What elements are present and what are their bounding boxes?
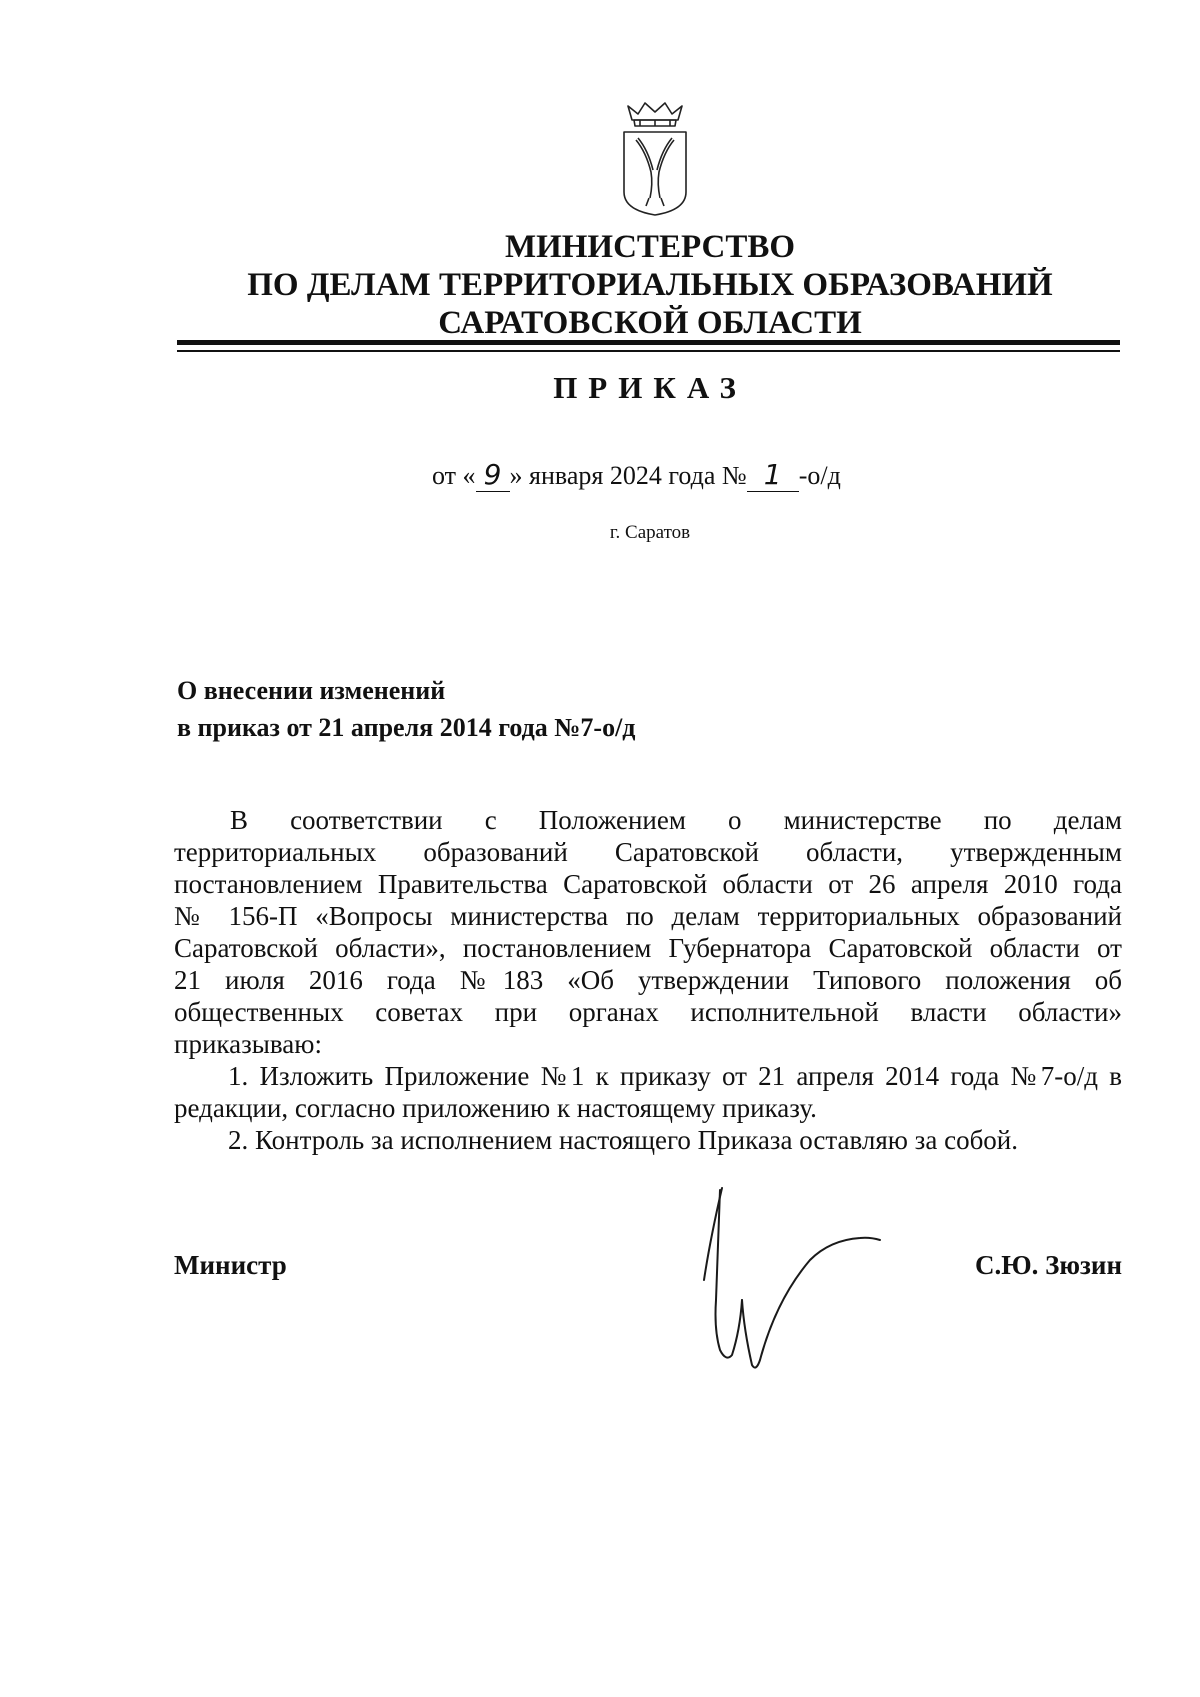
order-number: 1 [747,458,799,492]
ministry-header [150,228,1150,342]
coat-of-arms-icon [618,100,692,218]
header-line-3: САРАТОВСКОЙ ОБЛАСТИ [438,305,862,341]
document-type: ПРИКАЗ [553,370,747,405]
order-suffix: -о/д [798,461,841,490]
subject-line-1: О внесении изменений [177,676,446,705]
item-1-line: 1. Изложить Приложение №1 к приказу от 21 апреля 2014 года №7-о/д в [228,1061,1122,1091]
date-prefix: от « [432,461,476,490]
body-line: Саратовской области», постановлением Губернатора Саратовской области от [174,933,1122,963]
signatory-name: С.Ю. Зюзин [975,1250,1122,1280]
handwritten-signature-icon [680,1180,920,1390]
header-divider-thin [177,350,1120,352]
item-1-line: редакции, согласно приложению к настоящему приказу. [174,1093,817,1123]
header-line-1: МИНИСТЕРСТВО [504,229,796,265]
body-line: территориальных образований Саратовской области, утвержденным [174,837,1122,867]
body-line: В соответствии с Положением о министерстве по делам [230,805,1122,835]
header-line-2: ПО ДЕЛАМ ТЕРРИТОРИАЛЬНЫХ ОБРАЗОВАНИЙ [247,267,1053,303]
date-month-year: » января 2024 года № [509,461,747,490]
body-line: общественных советах при органах исполнительной власти области» [174,997,1122,1027]
date-line [432,458,841,492]
header-divider-thick [177,340,1120,345]
item-2: 2. Контроль за исполнением настоящего Приказа оставляю за собой. [228,1125,1019,1155]
city: г. Саратов [609,522,691,543]
body-line: постановлением Правительства Саратовской области от 26 апреля 2010 года [174,869,1122,899]
body-line: приказываю: [174,1029,322,1059]
date-day: 9 [476,458,510,492]
body-line: № 156-П «Вопросы министерства по делам территориальных образований [174,901,1122,931]
subject-line-2: в приказ от 21 апреля 2014 года №7-о/д [177,713,636,742]
subject [177,672,635,746]
signatory-title: Министр [174,1250,287,1280]
body-line: 21 июля 2016 года №183 «Об утверждении Типового положения об [174,965,1122,995]
body-text [174,804,1122,1156]
